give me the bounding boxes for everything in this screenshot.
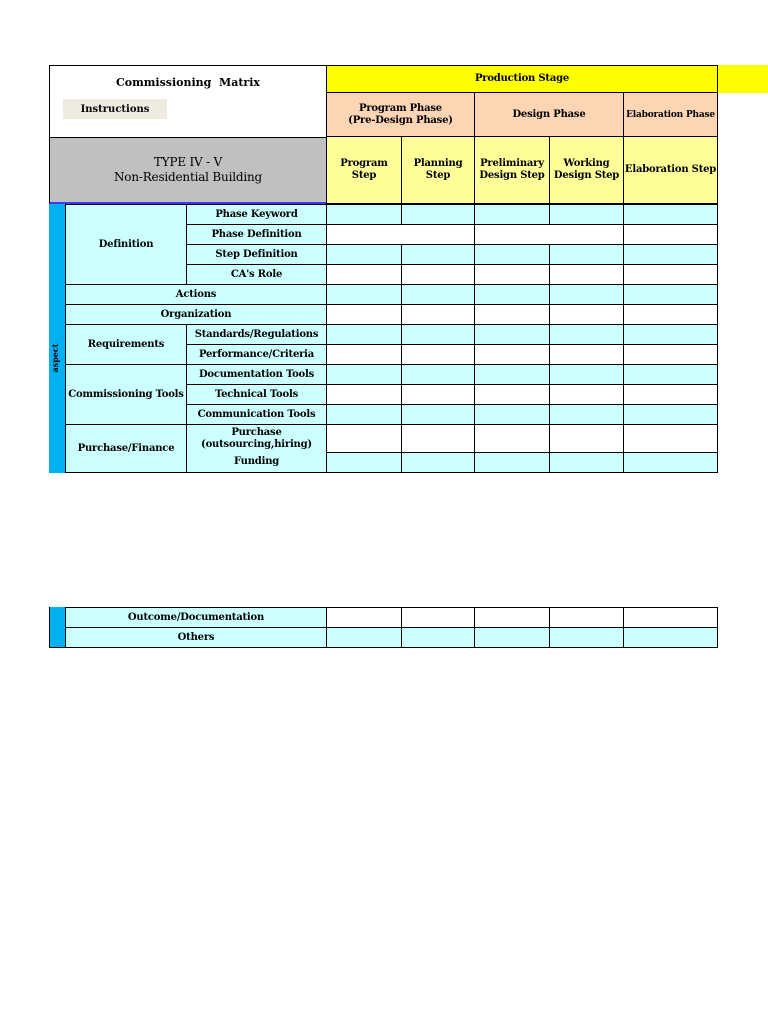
technical-tools-label: Technical Tools xyxy=(186,384,327,405)
matrix-cell[interactable] xyxy=(401,627,475,648)
matrix-cell[interactable] xyxy=(623,284,718,305)
matrix-cell[interactable] xyxy=(474,324,550,345)
others-label: Others xyxy=(65,627,327,648)
commissioning-tools-group-label: Commissioning Tools xyxy=(65,364,187,425)
matrix-cell[interactable] xyxy=(623,344,718,365)
matrix-cell[interactable] xyxy=(326,607,402,628)
matrix-cell[interactable] xyxy=(623,304,718,325)
design-phase-header: Design Phase xyxy=(474,92,624,137)
matrix-cell[interactable] xyxy=(549,627,624,648)
matrix-cell[interactable] xyxy=(623,364,718,385)
matrix-cell[interactable] xyxy=(549,324,624,345)
matrix-cell[interactable] xyxy=(326,324,402,345)
matrix-cell[interactable] xyxy=(326,204,402,225)
matrix-title: Commissioning Matrix xyxy=(116,76,260,89)
matrix-cell[interactable] xyxy=(474,264,550,285)
matrix-cell[interactable] xyxy=(326,424,402,453)
matrix-cell[interactable] xyxy=(326,244,402,265)
matrix-cell[interactable] xyxy=(474,284,550,305)
program-phase-header: Program Phase (Pre-Design Phase) xyxy=(326,92,475,137)
type-line-2: Non-Residential Building xyxy=(114,170,262,184)
matrix-cell[interactable] xyxy=(623,264,718,285)
standards-label: Standards/Regulations xyxy=(186,324,327,345)
definition-group-label: Definition xyxy=(65,204,187,285)
matrix-cell[interactable] xyxy=(549,452,624,473)
aspect-label: aspect xyxy=(50,343,60,373)
matrix-cell[interactable] xyxy=(549,344,624,365)
building-type-header xyxy=(49,137,327,204)
type-line-1: TYPE IV - V xyxy=(153,155,223,169)
requirements-group-label: Requirements xyxy=(65,324,187,365)
funding-label: Funding xyxy=(186,452,327,473)
matrix-cell[interactable] xyxy=(623,324,718,345)
matrix-cell[interactable] xyxy=(623,384,718,405)
matrix-cell[interactable] xyxy=(326,344,402,365)
matrix-cell[interactable] xyxy=(623,452,718,473)
preliminary-step-header: Preliminary Design Step xyxy=(474,136,550,204)
matrix-cell[interactable] xyxy=(326,284,402,305)
matrix-cell[interactable] xyxy=(401,344,475,365)
performance-label: Performance/Criteria xyxy=(186,344,327,365)
matrix-cell[interactable] xyxy=(623,607,718,628)
matrix-cell[interactable] xyxy=(326,452,402,473)
actions-label: Actions xyxy=(65,284,327,305)
matrix-cell[interactable] xyxy=(326,364,402,385)
matrix-cell[interactable] xyxy=(474,344,550,365)
organization-label: Organization xyxy=(65,304,327,325)
matrix-cell[interactable] xyxy=(549,384,624,405)
matrix-cell[interactable] xyxy=(401,264,475,285)
matrix-cell[interactable] xyxy=(474,364,550,385)
outcome-documentation-label: Outcome/Documentation xyxy=(65,607,327,628)
working-step-header: Working Design Step xyxy=(549,136,624,204)
matrix-cell[interactable] xyxy=(474,304,550,325)
communication-tools-label: Communication Tools xyxy=(186,404,327,425)
matrix-cell[interactable] xyxy=(474,204,550,225)
matrix-cell[interactable] xyxy=(401,244,475,265)
matrix-cell[interactable] xyxy=(549,204,624,225)
matrix-cell[interactable] xyxy=(623,244,718,265)
matrix-cell[interactable] xyxy=(401,424,475,453)
matrix-cell[interactable] xyxy=(549,364,624,385)
purchase-label: Purchase (outsourcing,hiring) xyxy=(186,424,327,453)
step-definition-label: Step Definition xyxy=(186,244,327,265)
matrix-cell[interactable] xyxy=(623,627,718,648)
matrix-cell[interactable] xyxy=(549,424,624,453)
matrix-cell[interactable] xyxy=(474,224,624,245)
phase-definition-label: Phase Definition xyxy=(186,224,327,245)
matrix-cell[interactable] xyxy=(549,304,624,325)
matrix-cell[interactable] xyxy=(623,404,718,425)
production-stage-header: Production Stage xyxy=(326,65,718,93)
matrix-cell[interactable] xyxy=(401,284,475,305)
matrix-cell[interactable] xyxy=(549,264,624,285)
matrix-cell[interactable] xyxy=(401,204,475,225)
phase-keyword-label: Phase Keyword xyxy=(186,204,327,225)
matrix-cell[interactable] xyxy=(326,384,402,405)
matrix-cell[interactable] xyxy=(474,404,550,425)
instructions-button[interactable] xyxy=(63,99,167,119)
matrix-cell[interactable] xyxy=(549,404,624,425)
bottom-side-bar xyxy=(49,607,66,648)
production-stage-extension xyxy=(718,65,768,93)
planning-step-header: Planning Step xyxy=(401,136,475,204)
matrix-cell[interactable] xyxy=(474,627,550,648)
matrix-cell[interactable] xyxy=(549,244,624,265)
matrix-cell[interactable] xyxy=(623,204,718,225)
matrix-cell[interactable] xyxy=(326,264,402,285)
matrix-cell[interactable] xyxy=(549,607,624,628)
matrix-cell[interactable] xyxy=(474,244,550,265)
program-step-header: Program Step xyxy=(326,136,402,204)
matrix-cell[interactable] xyxy=(401,364,475,385)
matrix-cell[interactable] xyxy=(474,607,550,628)
matrix-cell[interactable] xyxy=(326,404,402,425)
matrix-cell[interactable] xyxy=(623,424,718,453)
matrix-cell[interactable] xyxy=(326,627,402,648)
matrix-cell[interactable] xyxy=(401,304,475,325)
matrix-cell[interactable] xyxy=(401,384,475,405)
elaboration-phase-header: Elaboration Phase xyxy=(623,92,718,137)
matrix-cell[interactable] xyxy=(401,607,475,628)
matrix-cell[interactable] xyxy=(474,424,550,453)
matrix-cell[interactable] xyxy=(326,304,402,325)
cas-role-label: CA's Role xyxy=(186,264,327,285)
matrix-cell[interactable] xyxy=(401,404,475,425)
matrix-cell[interactable] xyxy=(401,324,475,345)
matrix-cell[interactable] xyxy=(474,452,550,473)
matrix-cell[interactable] xyxy=(474,384,550,405)
matrix-cell[interactable] xyxy=(623,224,718,245)
instructions-label: Instructions xyxy=(80,103,150,115)
documentation-tools-label: Documentation Tools xyxy=(186,364,327,385)
elaboration-step-header: Elaboration Step xyxy=(623,136,718,204)
matrix-cell[interactable] xyxy=(549,284,624,305)
matrix-cell[interactable] xyxy=(401,452,475,473)
matrix-cell[interactable] xyxy=(326,224,475,245)
purchase-finance-group-label: Purchase/Finance xyxy=(65,424,187,473)
